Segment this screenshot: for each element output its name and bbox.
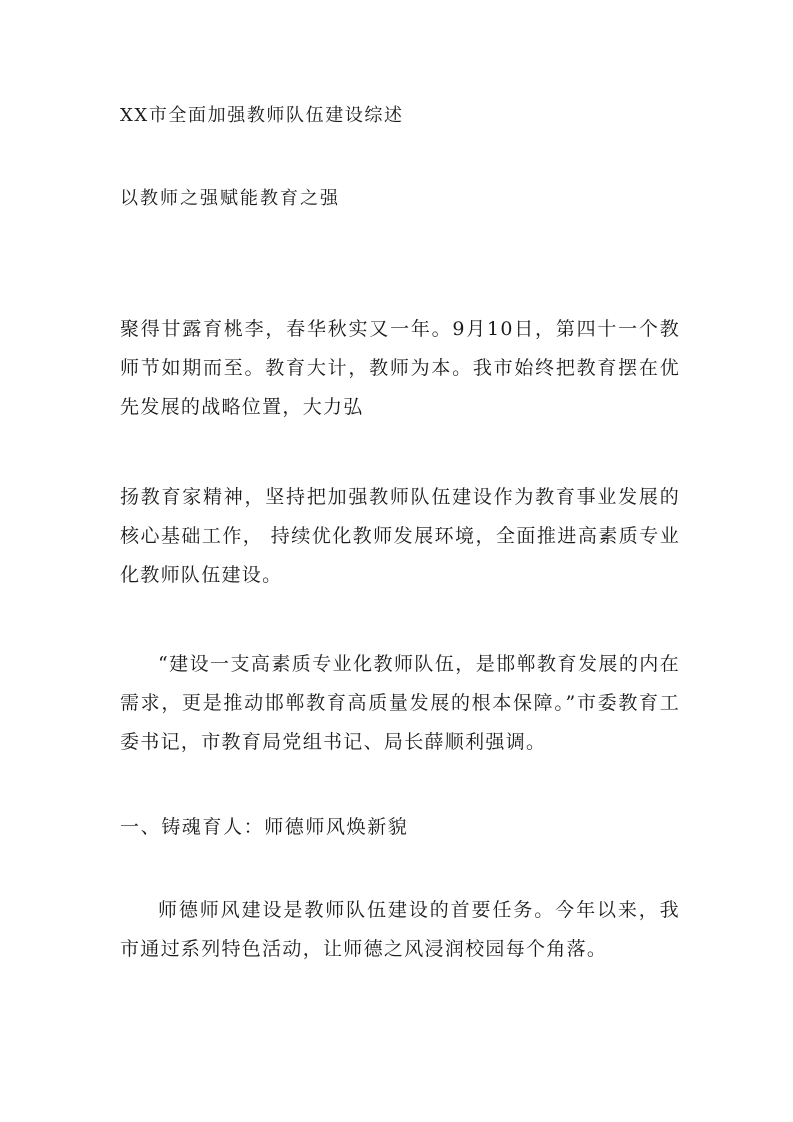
document-subtitle: 以教师之强赋能教育之强 <box>120 188 340 209</box>
paragraph-intro-continued: 扬教育家精神，坚持把加强教师队伍建设作为教育事业发展的核心基础工作， 持续优化教师发展环境，全面推进高素质专业化教师队伍建设。 <box>120 486 680 586</box>
section-paragraph: 师德师风建设是教师队伍建设的首要任务。今年以来，我市通过系列特色活动，让师德之风浸润校园每个角落。 <box>120 899 680 960</box>
section-heading: 一、铸魂育人：师德师风焕新貌 <box>120 816 409 838</box>
paragraph-intro: 聚得甘露育桃李，春华秋实又一年。9月10日，第四十一个教师节如期而至。教育大计，教师为本。我市始终把教育摆在优先发展的战略位置，大力弘 <box>120 318 680 418</box>
paragraph-quote: “建设一支高素质专业化教师队伍，是邯郸教育发展的内在需求，更是推动邯郸教育高质量发展的根本保障。”市委教育工委书记，市教育局党组书记、局长薛顺利强调。 <box>120 653 680 753</box>
document-title: XX市全面加强教师队伍建设综述 <box>120 105 404 126</box>
